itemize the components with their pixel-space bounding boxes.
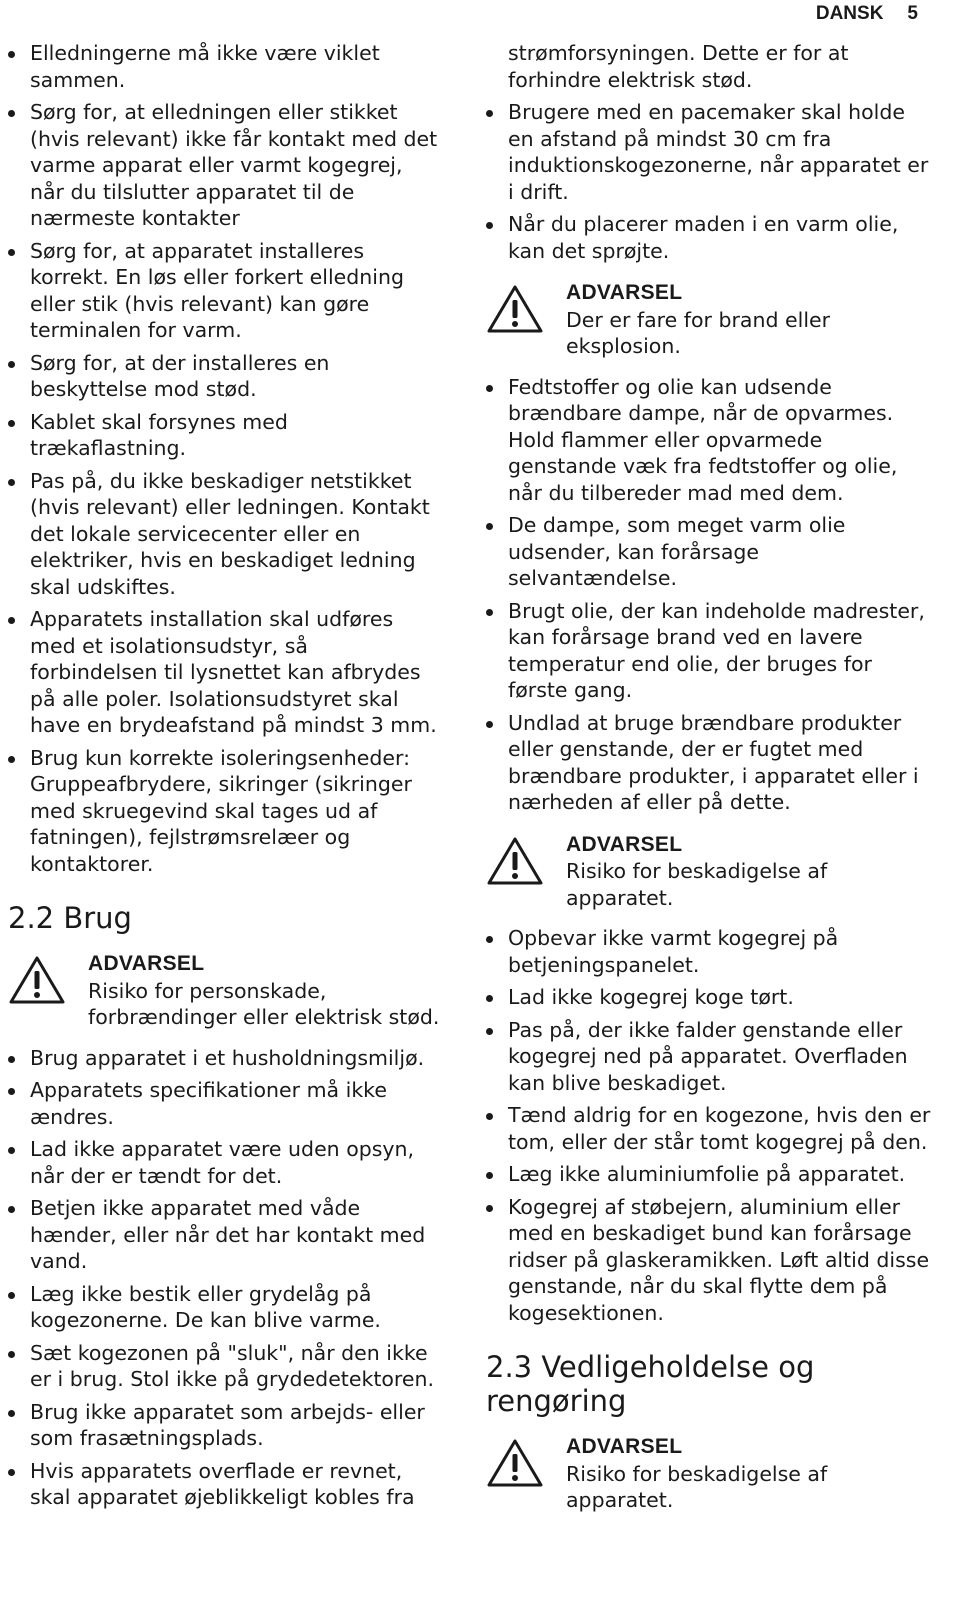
warning-title: ADVARSEL	[88, 952, 205, 975]
oil-bullet-list	[486, 374, 931, 816]
list-item: Sørg for, at der installeres en beskyttelse mod stød.	[8, 350, 440, 403]
list-item: Pas på, der ikke falder genstande eller kogegrej ned på apparatet. Overfladen kan blive beskadiget.	[486, 1017, 931, 1097]
list-item: Sørg for, at apparatet installeres korrekt. En løs eller forkert elledning eller stik (hvis relevant) kan gøre terminalen for varm.	[8, 238, 440, 344]
warning-content	[566, 1434, 931, 1514]
warning-content	[566, 280, 931, 360]
section-heading-maintenance: 2.3 Vedligeholdelse og rengøring	[486, 1350, 815, 1418]
list-item: Pas på, du ikke beskadiger netstikket (hvis relevant) eller ledningen. Kontakt det lokale servicecenter eller en elektriker, hvis en beskadiget ledning skal udskiftes.	[8, 468, 440, 601]
warning-triangle-icon	[486, 1438, 544, 1488]
list-item: Tænd aldrig for en kogezone, hvis den er tom, eller der står tomt kogegrej på den.	[486, 1102, 931, 1155]
warning-title: ADVARSEL	[566, 281, 683, 304]
list-item-continuation: strømforsyningen. Dette er for at forhindre elektrisk stød.	[508, 41, 849, 92]
right-column	[486, 40, 931, 1528]
use-bullet-list	[8, 1045, 440, 1511]
warning-block	[486, 1434, 931, 1514]
list-item: Fedtstoffer og olie kan udsende brændbare dampe, når de opvarmes. Hold flammer eller opvarmede genstande væk fra fedtstoffer og olie, når du tilbereder mad med dem.	[486, 374, 931, 507]
list-item: Brugt olie, der kan indeholde madrester, kan forårsage brand ved en lavere temperatur end olie, der bruges for første gang.	[486, 598, 931, 704]
warning-content	[88, 951, 440, 1031]
list-item: Lad ikke apparatet være uden opsyn, når der er tændt for det.	[8, 1136, 440, 1189]
left-column	[8, 40, 440, 1517]
list-item: Læg ikke bestik eller grydelåg på kogezonerne. De kan blive varme.	[8, 1281, 440, 1334]
installation-bullet-list	[8, 40, 440, 877]
warning-text: Risiko for personskade, forbrændinger eller elektrisk stød.	[88, 978, 440, 1029]
list-item: Når du placerer maden i en varm olie, kan det sprøjte.	[486, 211, 931, 264]
warning-text: Risiko for beskadigelse af apparatet.	[566, 859, 828, 910]
warning-triangle-icon	[8, 955, 66, 1005]
list-item: Brug kun korrekte isoleringsenheder: Gruppeafbrydere, sikringer (sikringer med skruegevind skal tages ud af fatningen), fejlstrømsrelæer og kontaktorer.	[8, 745, 440, 878]
warning-triangle-icon	[486, 836, 544, 886]
warning-triangle-icon	[486, 284, 544, 334]
list-item: Sæt kogezonen på "sluk", når den ikke er i brug. Stol ikke på grydedetektoren.	[8, 1340, 440, 1393]
list-item: Kablet skal forsynes med trækaflastning.	[8, 409, 440, 462]
list-item: Betjen ikke apparatet med våde hænder, eller når det har kontakt med vand.	[8, 1195, 440, 1275]
warning-block	[486, 280, 931, 360]
list-item: Brugere med en pacemaker skal holde en afstand på mindst 30 cm fra induktionskogezonerne, når apparatet er i drift.	[486, 99, 931, 205]
page-number: 5	[907, 3, 918, 24]
list-item: Sørg for, at elledningen eller stikket (hvis relevant) ikke får kontakt med det varme apparat eller varmt kogegrej, når du tilslutter apparatet til de nærmeste kontakter	[8, 99, 440, 232]
warning-content	[566, 832, 931, 912]
warning-text: Der er fare for brand eller eksplosion.	[566, 307, 831, 358]
warning-text: Risiko for beskadigelse af apparatet.	[566, 1461, 828, 1512]
list-item: Hvis apparatets overflade er revnet, skal apparatet øjeblikkeligt kobles fra	[8, 1458, 440, 1511]
list-item: Apparatets specifikationer må ikke ændres.	[8, 1077, 440, 1130]
list-item: Elledningerne må ikke være viklet sammen.	[8, 40, 440, 93]
list-item: Apparatets installation skal udføres med et isolationsudstyr, så forbindelsen til lysnettet kan afbrydes på alle poler. Isolationsudstyret skal have en brydeafstand på mindst 3 mm.	[8, 606, 440, 739]
list-item: De dampe, som meget varm olie udsender, kan forårsage selvantændelse.	[486, 512, 931, 592]
section-heading-use: 2.2 Brug	[8, 901, 132, 935]
warning-block	[486, 832, 931, 912]
list-item: Læg ikke aluminiumfolie på apparatet.	[486, 1161, 931, 1188]
warning-title: ADVARSEL	[566, 832, 683, 856]
cookware-bullet-list	[486, 925, 931, 1326]
list-item: Brug apparatet i et husholdningsmiljø.	[8, 1045, 440, 1072]
language-label: DANSK	[815, 3, 884, 24]
list-item: Lad ikke kogegrej koge tørt.	[486, 984, 931, 1011]
warning-block	[8, 951, 440, 1031]
list-item: Brug ikke apparatet som arbejds- eller som frasætningsplads.	[8, 1399, 440, 1452]
list-item: Undlad at bruge brændbare produkter eller genstande, der er fugtet med brændbare produkter, i apparatet eller i nærheden af eller på dette.	[486, 710, 931, 816]
list-item: Kogegrej af støbejern, aluminium eller med en beskadiget bund kan forårsage ridser på glaskeramikken. Løft altid disse genstande, når du skal flytte dem på kogesektionen.	[486, 1194, 931, 1327]
page-header	[816, 0, 918, 28]
list-item: Opbevar ikke varmt kogegrej på betjeningspanelet.	[486, 925, 931, 978]
warning-title: ADVARSEL	[566, 1435, 683, 1458]
continued-bullet-list	[486, 40, 931, 264]
